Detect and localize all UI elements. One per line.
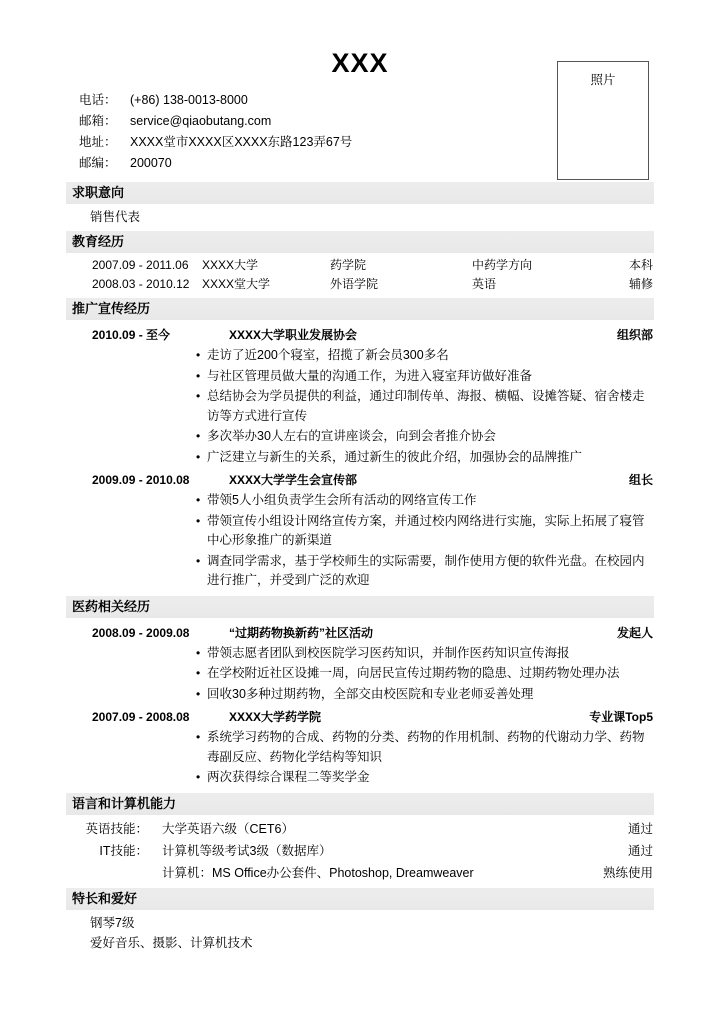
bullet-dot-icon: • bbox=[196, 553, 201, 568]
contact-value-address: XXXX堂市XXXX区XXXX东路123弄67号 bbox=[130, 135, 353, 149]
list-item bbox=[66, 367, 654, 387]
contact-label-zipcode: 邮编： bbox=[79, 156, 117, 170]
objective-line: 销售代表 bbox=[90, 210, 141, 224]
contact-row-zipcode bbox=[79, 153, 352, 174]
experience-date: 2008.09 - 2009.08 bbox=[92, 625, 190, 640]
section-header-education: 教育经历 bbox=[66, 231, 654, 253]
table-row bbox=[66, 818, 654, 840]
page-title: XXX bbox=[331, 48, 389, 78]
contact-row-address bbox=[79, 132, 352, 153]
list-item-text: 带领5人小组负责学生会所有活动的网络宣传工作 bbox=[207, 493, 477, 507]
list-item-text: 两次获得综合课程二等奖学金 bbox=[207, 770, 370, 784]
experience-entry bbox=[66, 621, 654, 705]
skill-value: 计算机等级考试3级（数据库） bbox=[162, 843, 332, 858]
experience-org: “过期药物换新药”社区活动 bbox=[229, 625, 374, 640]
photo-placeholder-box bbox=[557, 61, 649, 180]
education-dept: 药学院 bbox=[330, 258, 367, 272]
section-body-objective bbox=[66, 204, 654, 231]
list-item-text: 多次举办30人左右的宣讲座谈会，向到会者推介协会 bbox=[207, 429, 496, 443]
table-row bbox=[66, 275, 654, 294]
skill-value: 计算机：MS Office办公套件、Photoshop, Dreamweaver bbox=[162, 865, 474, 880]
section-header-hobbies: 特长和爱好 bbox=[66, 888, 654, 910]
contact-value-phone: (+86) 138-0013-8000 bbox=[130, 93, 248, 107]
education-date: 2008.03 - 2010.12 bbox=[92, 277, 190, 291]
section-body-skills bbox=[66, 815, 654, 888]
contact-row-email bbox=[79, 111, 352, 132]
experience-entry-header bbox=[66, 325, 654, 346]
experience-role: 专业课Top5 bbox=[589, 710, 653, 724]
bullet-dot-icon: • bbox=[196, 730, 201, 744]
experience-role: 组长 bbox=[628, 473, 653, 487]
contact-label-address: 地址： bbox=[79, 135, 117, 149]
experience-date: 2007.09 - 2008.08 bbox=[92, 710, 190, 724]
education-degree: 本科 bbox=[628, 258, 653, 272]
list-item-text: 在学校附近社区设摊一周，向居民宣传过期药物的隐患、过期药物处理办法 bbox=[207, 666, 620, 680]
section-header-objective: 求职意向 bbox=[66, 182, 654, 204]
bullet-dot-icon: • bbox=[196, 389, 201, 403]
education-major: 英语 bbox=[472, 277, 497, 291]
bullet-dot-icon: • bbox=[196, 429, 201, 443]
experience-entry-header bbox=[66, 623, 654, 644]
bullet-dot-icon: • bbox=[196, 770, 201, 784]
experience-entry bbox=[66, 705, 654, 788]
section-header-medical: 医药相关经历 bbox=[66, 596, 654, 618]
experience-org: XXXX大学职业发展协会 bbox=[229, 328, 358, 342]
experience-role: 组织部 bbox=[616, 328, 653, 342]
list-item-text: 带领志愿者团队到校医院学习医药知识，并制作医药知识宣传海报 bbox=[207, 645, 570, 660]
list-item-text: 系统学习药物的合成、药物的分类、药物的作用机制、药物的代谢动力学、药物毒副反应、药物化学结构等知识 bbox=[207, 730, 645, 764]
contact-value-zipcode: 200070 bbox=[130, 156, 172, 170]
list-item-text: 总结协会为学员提供的利益，通过印制传单、海报、横幅、设摊答疑、宿舍楼走访等方式进行宣传 bbox=[207, 389, 645, 423]
section-body-hobbies bbox=[66, 910, 654, 957]
list-item bbox=[66, 491, 654, 511]
bullet-dot-icon: • bbox=[196, 368, 201, 383]
bullet-dot-icon: • bbox=[196, 666, 201, 680]
experience-entry bbox=[66, 323, 654, 467]
list-item bbox=[66, 448, 654, 468]
bullet-dot-icon: • bbox=[196, 348, 201, 362]
contact-row-phone bbox=[79, 90, 352, 111]
table-row bbox=[66, 256, 654, 275]
section-header-promotion: 推广宣传经历 bbox=[66, 298, 654, 320]
experience-entry-header bbox=[66, 470, 654, 491]
experience-role: 发起人 bbox=[616, 625, 653, 640]
status-badge: 熟练使用 bbox=[602, 865, 653, 880]
education-dept: 外语学院 bbox=[330, 277, 379, 291]
hobby-line-others: 爱好音乐、摄影、计算机技术 bbox=[90, 935, 253, 950]
list-item bbox=[66, 664, 654, 684]
experience-bullet-list bbox=[66, 728, 654, 788]
contact-value-email: service@qiaobutang.com bbox=[130, 114, 272, 128]
list-item bbox=[66, 552, 654, 591]
list-item-text: 广泛建立与新生的关系，通过新生的彼此介绍，加强协会的品牌推广 bbox=[207, 449, 583, 464]
education-school: XXXX大学 bbox=[202, 258, 259, 272]
contact-block bbox=[79, 90, 352, 174]
table-row bbox=[66, 840, 654, 862]
list-item bbox=[66, 512, 654, 551]
section-body-medical bbox=[66, 618, 654, 793]
education-major: 中药学方向 bbox=[472, 258, 533, 272]
list-item-text: 与社区管理员做大量的沟通工作，为进入寝室拜访做好准备 bbox=[207, 368, 533, 383]
bullet-dot-icon: • bbox=[196, 493, 201, 507]
list-item bbox=[66, 644, 654, 664]
list-item bbox=[66, 387, 654, 426]
bullet-dot-icon: • bbox=[196, 449, 201, 464]
list-item bbox=[66, 728, 654, 767]
experience-org: XXXX大学学生会宣传部 bbox=[229, 473, 358, 487]
resume-header bbox=[0, 0, 720, 182]
bullet-dot-icon: • bbox=[196, 686, 201, 701]
contact-label-phone: 电话： bbox=[79, 93, 117, 107]
experience-entry-header bbox=[66, 707, 654, 728]
list-item bbox=[66, 427, 654, 447]
list-item-text: 调查同学需求，基于学校师生的实际需要，制作使用方便的软件光盘。在校园内进行推广，并受到广泛的欢迎 bbox=[207, 553, 645, 587]
experience-org: XXXX大学药学院 bbox=[229, 710, 322, 724]
experience-bullet-list bbox=[66, 346, 654, 467]
hobby-line-piano: 钢琴7级 bbox=[90, 915, 135, 930]
list-item bbox=[66, 346, 654, 366]
education-degree: 辅修 bbox=[628, 277, 653, 291]
section-body-education bbox=[66, 253, 654, 298]
list-item-text: 回收30多种过期药物，全部交由校医院和专业老师妥善处理 bbox=[207, 686, 534, 701]
bullet-dot-icon: • bbox=[196, 645, 201, 660]
photo-placeholder-label: 照片 bbox=[590, 73, 616, 87]
contact-label-email: 邮箱： bbox=[79, 114, 117, 128]
status-badge: 通过 bbox=[627, 843, 653, 858]
experience-date: 2009.09 - 2010.08 bbox=[92, 473, 190, 487]
experience-bullet-list bbox=[66, 644, 654, 705]
bullet-dot-icon: • bbox=[196, 513, 201, 528]
skill-label: IT技能： bbox=[99, 843, 148, 858]
list-item-text: 走访了近200个寝室，招揽了新会员300多名 bbox=[207, 348, 449, 362]
list-item-text: 带领宣传小组设计网络宣传方案，并通过校内网络进行实施，实际上拓展了寝管中心形象推广的新渠道 bbox=[207, 513, 645, 547]
education-date: 2007.09 - 2011.06 bbox=[92, 258, 189, 272]
list-item bbox=[66, 685, 654, 705]
skill-label: 英语技能： bbox=[85, 821, 148, 836]
education-school: XXXX堂大学 bbox=[202, 277, 271, 291]
skill-value: 大学英语六级（CET6） bbox=[162, 821, 294, 836]
experience-entry bbox=[66, 468, 654, 591]
list-item bbox=[66, 768, 654, 788]
experience-bullet-list bbox=[66, 491, 654, 591]
experience-date: 2010.09 - 至今 bbox=[92, 328, 171, 342]
section-header-skills: 语言和计算机能力 bbox=[66, 793, 654, 815]
section-body-promotion bbox=[66, 320, 654, 596]
table-row bbox=[66, 862, 654, 884]
status-badge: 通过 bbox=[627, 821, 653, 836]
